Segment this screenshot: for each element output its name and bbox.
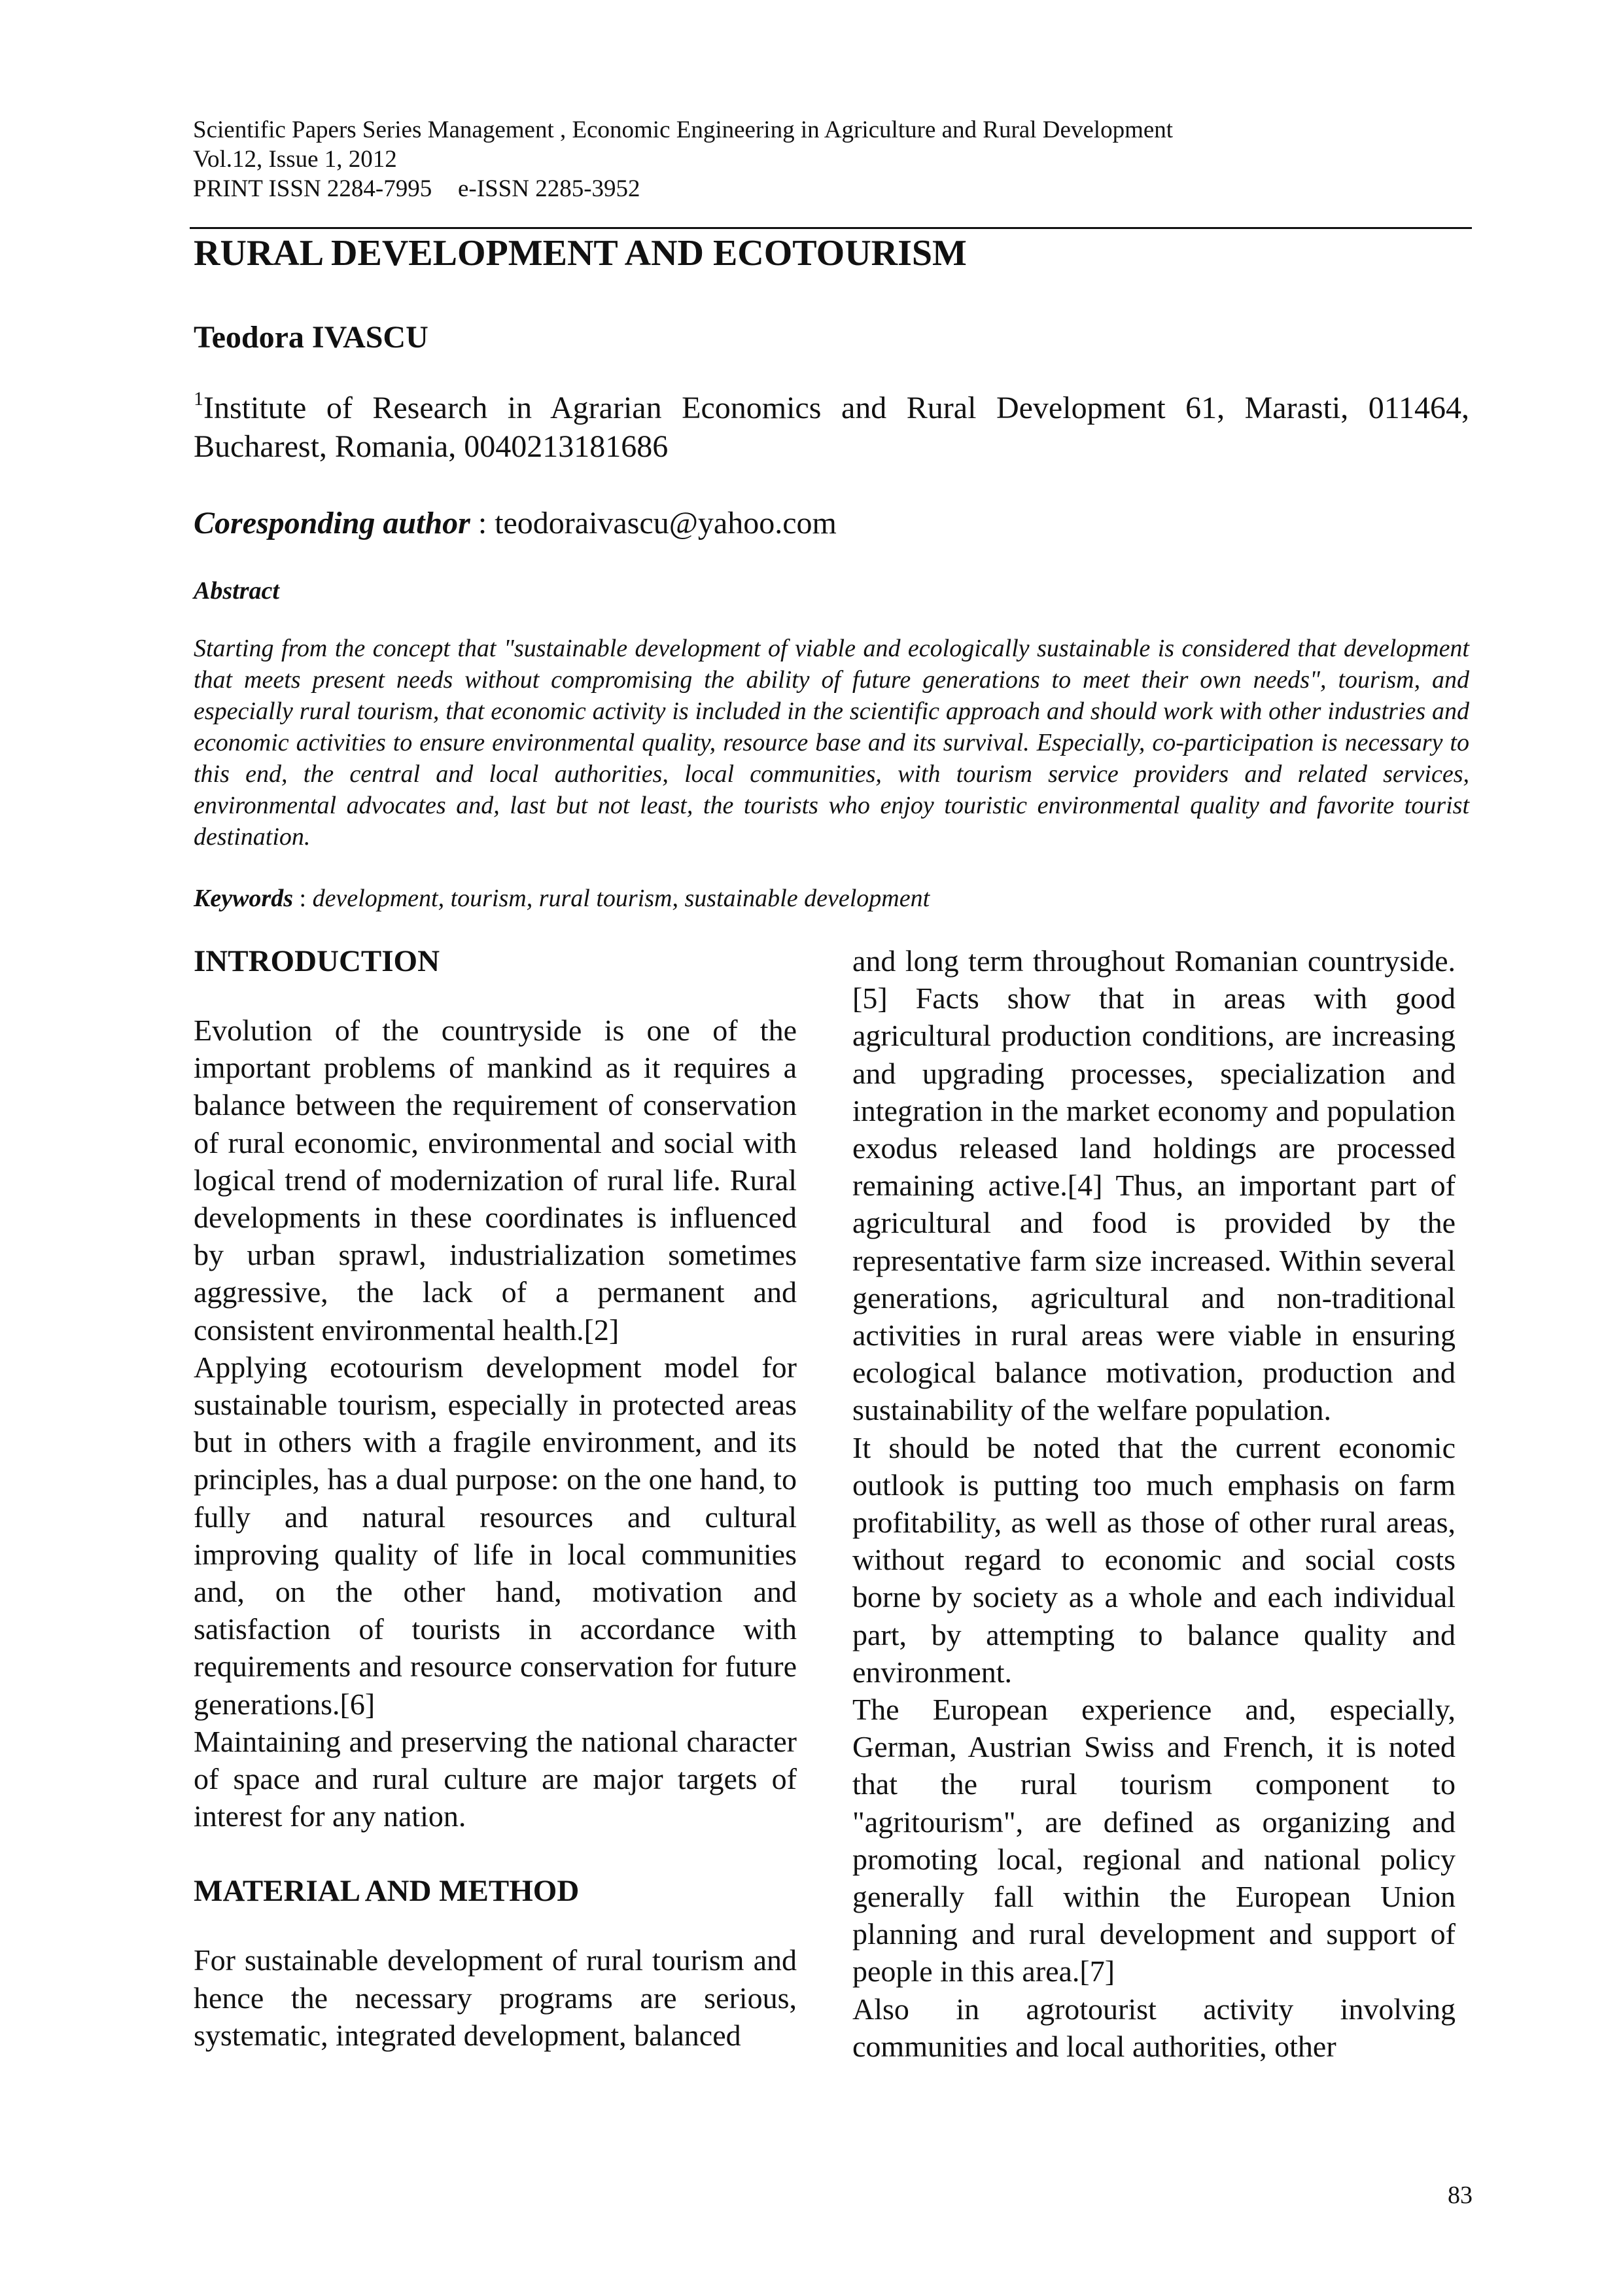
body-paragraph: The European experience and, especially, German, Austrian Swiss and French, it is noted that the rural tourism component to "agritourism", are defined as organizing and promoting local, regional and national policy generally fall within the European Union planning and rural development and support of people in this area.[7] [852,1693,1456,1988]
affiliation-marker: 1 [194,388,203,410]
introduction-paragraph: Maintaining and preserving the national character of space and rural culture are major targets of interest for any nation. [194,1724,797,1833]
header-divider [190,227,1472,229]
abstract-heading: Abstract [194,577,279,605]
body-paragraph: Also in agrotourist activity involving communities and local authorities, other [852,1992,1456,2063]
material-method-heading: MATERIAL AND METHOD [194,1874,580,1909]
journal-header [193,115,1475,203]
introduction-heading: INTRODUCTION [194,944,440,978]
journal-series: Scientific Papers Series Management , Economic Engineering in Agriculture and Rural Development [193,116,1174,143]
keywords-text: development, tourism, rural tourism, sustainable development [312,885,930,912]
print-issn: PRINT ISSN 2284-7995 [193,175,432,202]
left-column [194,942,797,2054]
journal-volume: Vol.12, Issue 1, 2012 [193,146,397,173]
body-paragraph: It should be noted that the current economic outlook is putting too much emphasis on farm profitability, as well as those of other rural areas, without regard to economic and social costs borne by society as a whole and each individual part, by attempting to balance quality and environment. [852,1430,1456,1689]
corresponding-email: teodoraivascu@yahoo.com [495,506,837,540]
paper-title: RURAL DEVELOPMENT AND ECOTOURISM [194,233,967,274]
keywords-label: Keywords [194,885,293,912]
e-issn: e-ISSN 2285-3952 [458,175,640,202]
abstract-text: Starting from the concept that "sustainable development of viable and ecologically sustainable is considered that development that meets present needs without compromising the ability of future generations to meet their own needs", tourism, and especially rural tourism, that economic activity is included in the scientific approach and should work with other industries and economic activities to ensure environmental quality, resource base and its survival. Especially, co-participation is necessary to this end, the central and local authorities, local communities, with tourism service providers and related services, environmental advocates and, last but not least, the tourists who enjoy touristic environmental quality and favorite tourist destination. [194,635,1469,851]
right-column [852,942,1456,2065]
introduction-paragraph: Evolution of the countryside is one of the important problems of mankind as it requires a balance between the requirement of conservation of rural economic, environmental and social with logical trend of modernization of rural life. Rural developments in these coordinates is influenced by urban sprawl, industrialization sometimes aggressive, the lack of a permanent and consistent environmental health.[2] [194,1014,797,1347]
affiliation-text: Institute of Research in Agrarian Economics and Rural Development 61, Marasti, 011464, Bucharest, Romania, 0040213181686 [194,391,1469,464]
journal-issn [193,174,1475,203]
corresponding-separator: : [470,506,495,540]
corresponding-author [194,504,837,543]
introduction-paragraph: Applying ecotourism development model for sustainable tourism, especially in protected areas but in others with a fragile environment, and its principles, has a dual purpose: on the one hand, to fully and natural resources and cultural improving quality of life in local communities and, on the other hand, motivation and satisfaction of tourists in accordance with requirements and resource conservation for future generations.[6] [194,1350,797,1721]
corresponding-author-label: Coresponding author [194,506,470,540]
keywords [194,883,930,913]
author-affiliation [194,389,1469,466]
author-name: Teodora IVASCU [194,320,428,355]
body-paragraph: and long term throughout Romanian countryside.[5] Facts show that in areas with good agricultural production conditions, are increasing and upgrading processes, specialization and integration in the market economy and population exodus released land holdings are processed remaining active.[4] Thus, an important part of agricultural and food is provided by the representative farm size increased. Within several generations, agricultural and non-traditional activities in rural areas were viable in ensuring ecological balance motivation, production and sustainability of the welfare population. [852,944,1456,1427]
material-method-paragraph: For sustainable development of rural tourism and hence the necessary programs are serious, systematic, integrated development, balanced [194,1943,797,2052]
keywords-separator: : [293,885,313,912]
page-number: 83 [1448,2181,1473,2209]
